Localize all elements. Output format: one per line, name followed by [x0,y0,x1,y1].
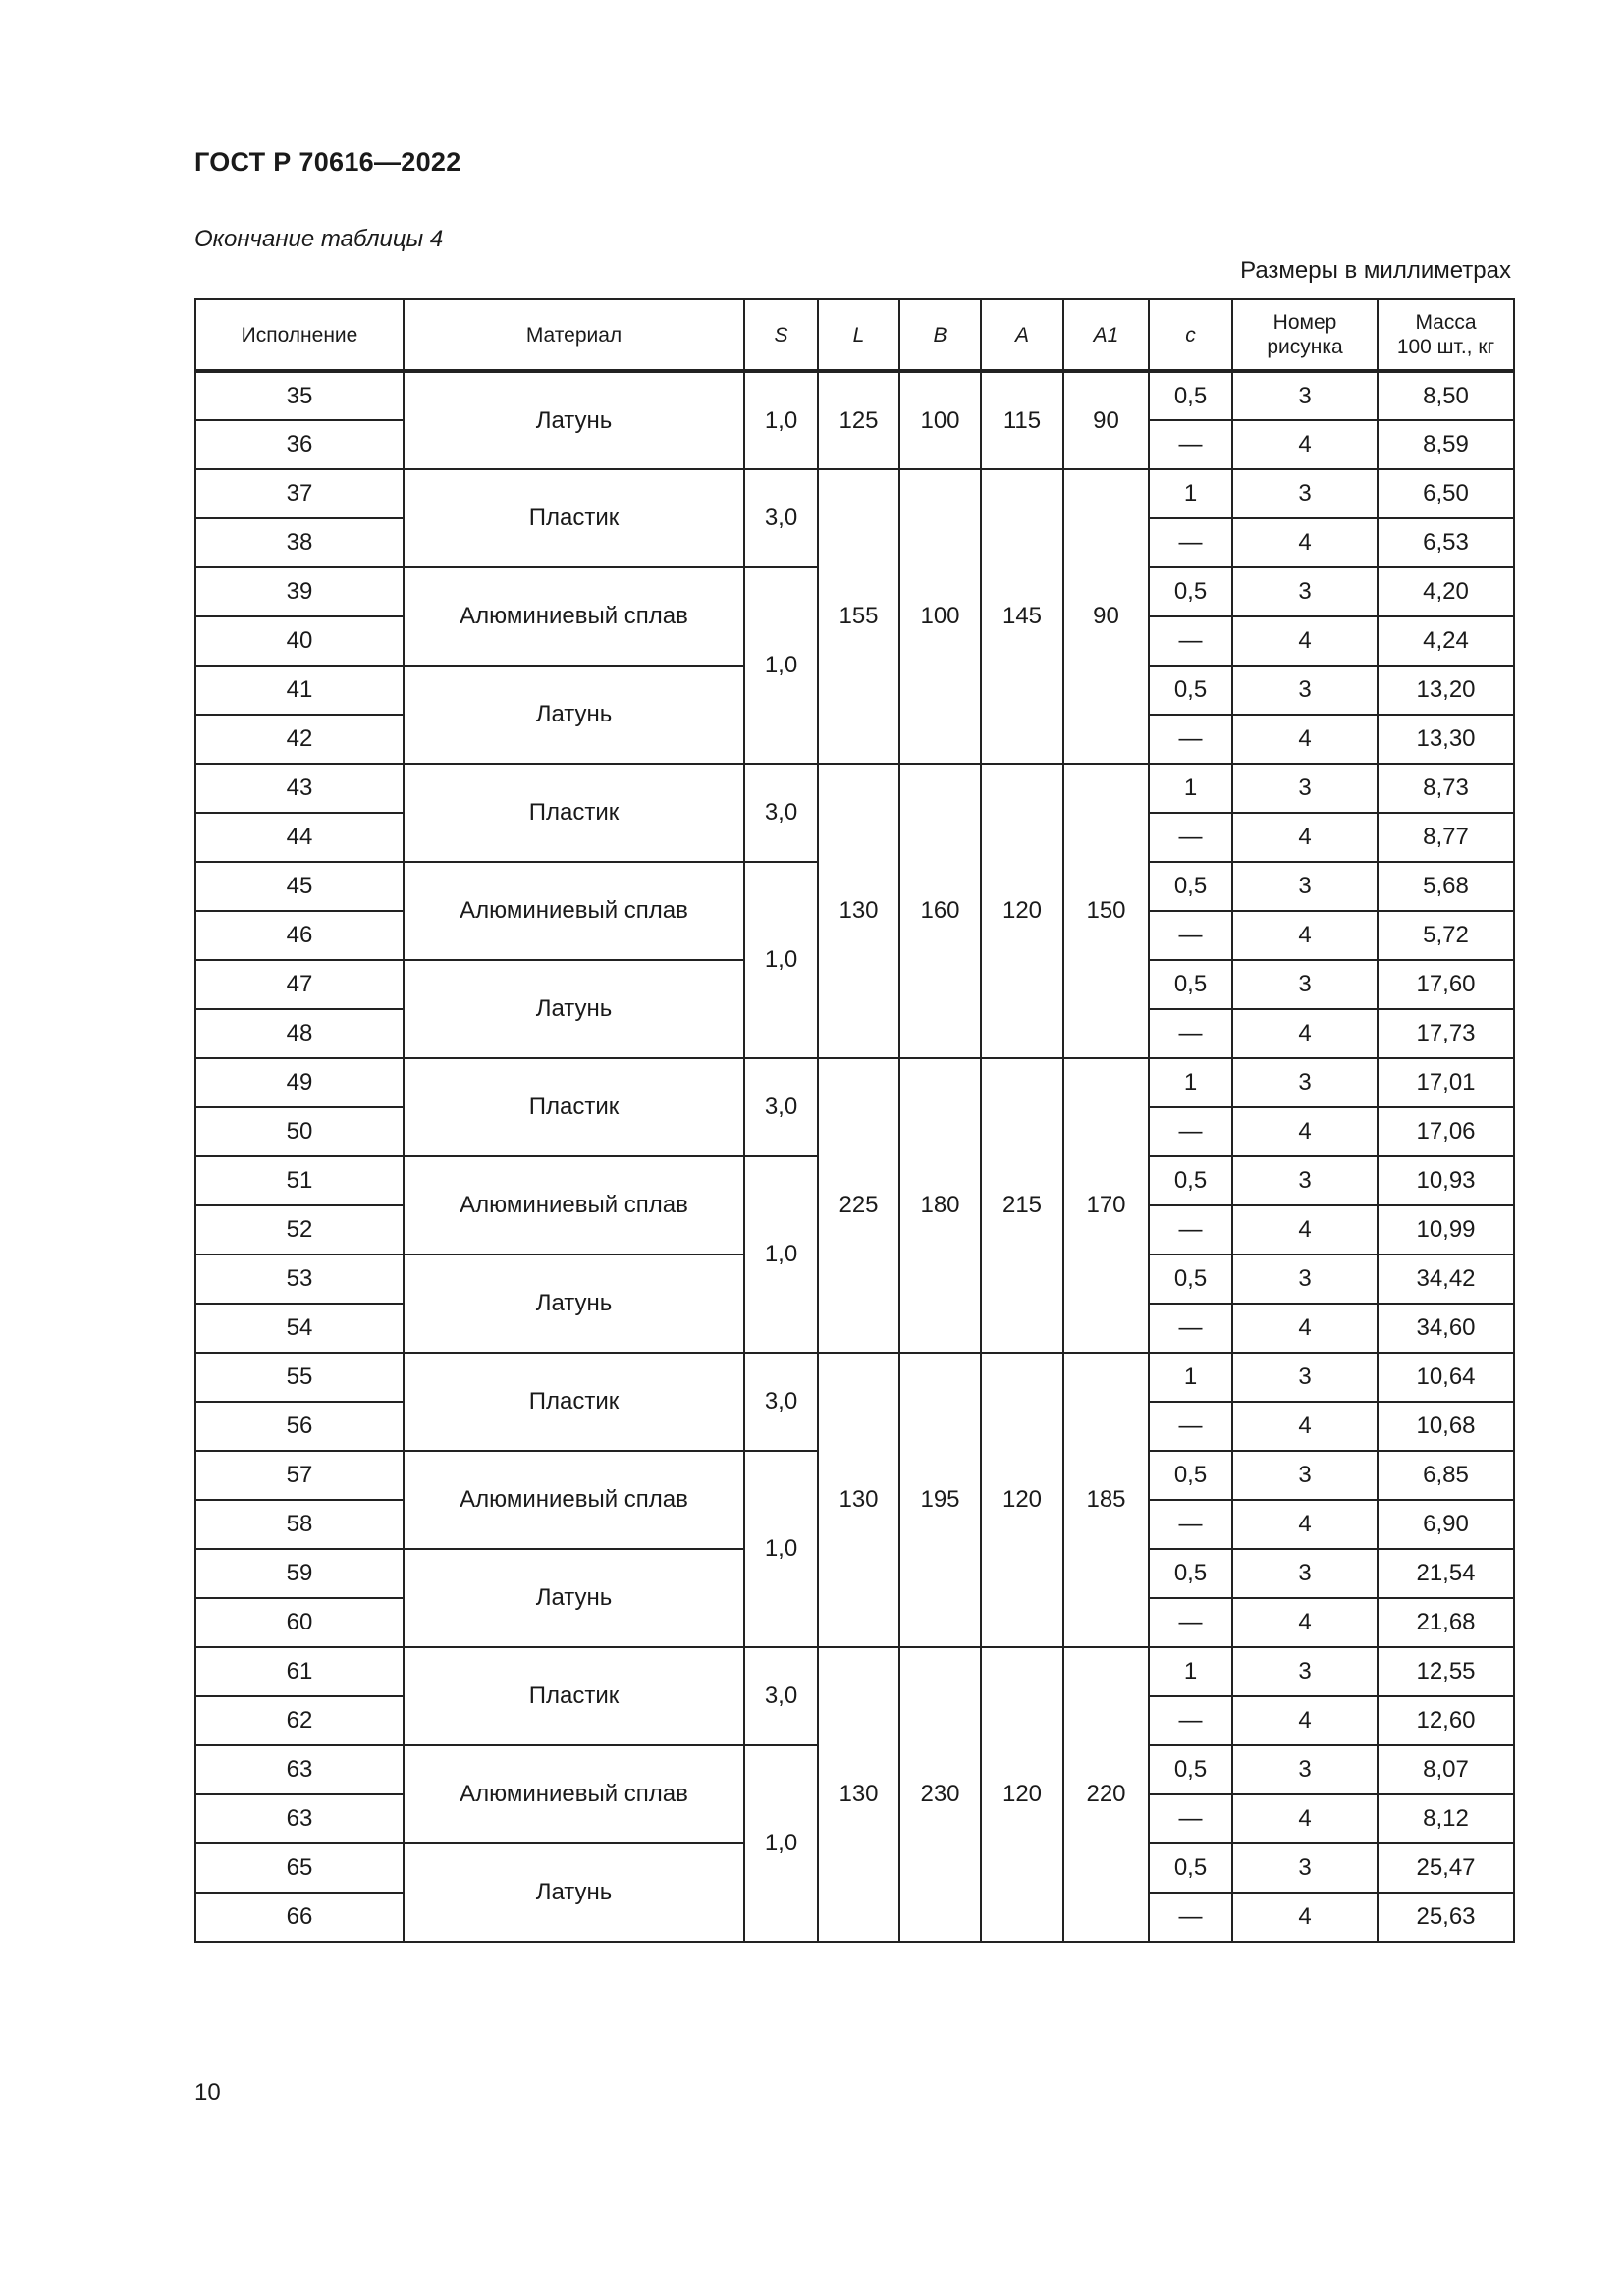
cell-mass: 8,73 [1378,764,1514,813]
table-header-row [195,299,1514,371]
cell-variant: 49 [195,1058,404,1107]
cell-variant: 35 [195,371,404,420]
cell-figure: 3 [1232,1156,1378,1205]
cell-mass: 6,85 [1378,1451,1514,1500]
cell-c: — [1149,1304,1232,1353]
cell-variant: 58 [195,1500,404,1549]
cell-c: 0,5 [1149,960,1232,1009]
table-caption: Окончание таблицы 4 [194,226,444,252]
cell-c: 0,5 [1149,371,1232,420]
cell-material: Алюминиевый сплав [404,567,744,666]
header-c: c [1149,299,1232,371]
cell-material: Латунь [404,1255,744,1353]
cell-material: Пластик [404,764,744,862]
dimensions-table [194,298,1515,1943]
cell-c: — [1149,1402,1232,1451]
cell-c: — [1149,518,1232,567]
table-row [195,469,1514,518]
cell-variant: 52 [195,1205,404,1255]
cell-c: — [1149,1500,1232,1549]
cell-material: Алюминиевый сплав [404,1451,744,1549]
cell-mass: 17,06 [1378,1107,1514,1156]
cell-material: Пластик [404,469,744,567]
cell-variant: 51 [195,1156,404,1205]
cell-figure: 4 [1232,1794,1378,1843]
cell-variant: 62 [195,1696,404,1745]
cell-mass: 17,60 [1378,960,1514,1009]
cell-mass: 17,01 [1378,1058,1514,1107]
cell-variant: 61 [195,1647,404,1696]
cell-variant: 48 [195,1009,404,1058]
table-row [195,1353,1514,1402]
cell-figure: 3 [1232,764,1378,813]
cell-mass: 10,93 [1378,1156,1514,1205]
cell-s: 1,0 [744,1451,818,1647]
cell-mass: 8,07 [1378,1745,1514,1794]
cell-mass: 21,68 [1378,1598,1514,1647]
cell-variant: 41 [195,666,404,715]
cell-c: 0,5 [1149,666,1232,715]
cell-mass: 6,53 [1378,518,1514,567]
table-row [195,1058,1514,1107]
cell-mass: 10,64 [1378,1353,1514,1402]
cell-figure: 4 [1232,715,1378,764]
cell-s: 3,0 [744,469,818,567]
cell-mass: 25,47 [1378,1843,1514,1893]
cell-s: 3,0 [744,1058,818,1156]
cell-material: Пластик [404,1353,744,1451]
cell-c: — [1149,1696,1232,1745]
cell-mass: 5,72 [1378,911,1514,960]
cell-c: — [1149,911,1232,960]
cell-figure: 3 [1232,567,1378,616]
cell-figure: 3 [1232,469,1378,518]
cell-figure: 3 [1232,960,1378,1009]
cell-mass: 34,42 [1378,1255,1514,1304]
cell-a: 145 [981,469,1063,764]
cell-mass: 13,30 [1378,715,1514,764]
cell-figure: 3 [1232,1843,1378,1893]
cell-figure: 3 [1232,1058,1378,1107]
cell-variant: 63 [195,1794,404,1843]
cell-a1: 170 [1063,1058,1149,1353]
cell-a1: 150 [1063,764,1149,1058]
cell-c: — [1149,1009,1232,1058]
cell-mass: 6,50 [1378,469,1514,518]
cell-c: — [1149,616,1232,666]
cell-a: 115 [981,371,1063,469]
cell-mass: 8,59 [1378,420,1514,469]
cell-c: 0,5 [1149,1843,1232,1893]
cell-variant: 37 [195,469,404,518]
header-l: L [818,299,899,371]
cell-figure: 4 [1232,420,1378,469]
cell-figure: 3 [1232,862,1378,911]
cell-mass: 6,90 [1378,1500,1514,1549]
cell-material: Латунь [404,371,744,469]
header-a1: A1 [1063,299,1149,371]
table-body [195,371,1514,1942]
cell-mass: 8,50 [1378,371,1514,420]
cell-b: 160 [899,764,981,1058]
cell-material: Алюминиевый сплав [404,1156,744,1255]
cell-variant: 59 [195,1549,404,1598]
cell-c: 1 [1149,1058,1232,1107]
cell-figure: 4 [1232,616,1378,666]
header-mass-line1: Масса [1415,311,1477,334]
header-mass-line2: 100 шт., кг [1396,336,1495,358]
cell-a1: 90 [1063,371,1149,469]
cell-figure: 3 [1232,1745,1378,1794]
cell-c: 0,5 [1149,1549,1232,1598]
cell-material: Пластик [404,1058,744,1156]
cell-variant: 57 [195,1451,404,1500]
cell-c: 1 [1149,1353,1232,1402]
cell-c: — [1149,715,1232,764]
cell-mass: 10,99 [1378,1205,1514,1255]
cell-c: — [1149,1893,1232,1942]
cell-figure: 3 [1232,1353,1378,1402]
cell-figure: 4 [1232,1107,1378,1156]
cell-variant: 40 [195,616,404,666]
table-row [195,764,1514,813]
cell-l: 155 [818,469,899,764]
cell-figure: 4 [1232,813,1378,862]
cell-c: 0,5 [1149,1745,1232,1794]
cell-s: 3,0 [744,1647,818,1745]
cell-material: Латунь [404,1549,744,1647]
cell-variant: 47 [195,960,404,1009]
cell-l: 125 [818,371,899,469]
cell-a: 120 [981,1353,1063,1647]
cell-variant: 53 [195,1255,404,1304]
cell-variant: 66 [195,1893,404,1942]
cell-l: 130 [818,1647,899,1942]
units-note: Размеры в миллиметрах [1240,257,1511,284]
cell-variant: 39 [195,567,404,616]
cell-s: 1,0 [744,1745,818,1942]
cell-figure: 4 [1232,1205,1378,1255]
cell-material: Латунь [404,960,744,1058]
cell-material: Латунь [404,666,744,764]
cell-b: 180 [899,1058,981,1353]
cell-a: 120 [981,1647,1063,1942]
cell-s: 3,0 [744,1353,818,1451]
cell-figure: 3 [1232,371,1378,420]
cell-a: 215 [981,1058,1063,1353]
cell-mass: 10,68 [1378,1402,1514,1451]
document-code: ГОСТ Р 70616—2022 [194,147,461,177]
cell-c: 1 [1149,469,1232,518]
cell-mass: 13,20 [1378,666,1514,715]
cell-b: 195 [899,1353,981,1647]
cell-mass: 4,24 [1378,616,1514,666]
header-mass [1378,299,1514,371]
cell-c: 1 [1149,764,1232,813]
cell-variant: 50 [195,1107,404,1156]
cell-figure: 4 [1232,911,1378,960]
cell-variant: 43 [195,764,404,813]
cell-variant: 38 [195,518,404,567]
cell-material: Алюминиевый сплав [404,862,744,960]
cell-material: Латунь [404,1843,744,1942]
cell-s: 3,0 [744,764,818,862]
cell-c: 0,5 [1149,1156,1232,1205]
cell-variant: 54 [195,1304,404,1353]
cell-a: 120 [981,764,1063,1058]
cell-variant: 55 [195,1353,404,1402]
cell-variant: 42 [195,715,404,764]
cell-s: 1,0 [744,1156,818,1353]
cell-figure: 4 [1232,1402,1378,1451]
cell-figure: 4 [1232,1696,1378,1745]
cell-b: 230 [899,1647,981,1942]
cell-mass: 25,63 [1378,1893,1514,1942]
cell-material: Алюминиевый сплав [404,1745,744,1843]
cell-figure: 4 [1232,1500,1378,1549]
cell-variant: 45 [195,862,404,911]
cell-c: 0,5 [1149,1255,1232,1304]
cell-mass: 17,73 [1378,1009,1514,1058]
cell-l: 225 [818,1058,899,1353]
cell-mass: 5,68 [1378,862,1514,911]
cell-figure: 3 [1232,1647,1378,1696]
cell-a1: 185 [1063,1353,1149,1647]
cell-variant: 46 [195,911,404,960]
header-material: Материал [404,299,744,371]
cell-a1: 90 [1063,469,1149,764]
cell-mass: 4,20 [1378,567,1514,616]
table-row [195,1647,1514,1696]
cell-figure: 4 [1232,1304,1378,1353]
cell-variant: 56 [195,1402,404,1451]
cell-s: 1,0 [744,371,818,469]
cell-figure: 3 [1232,666,1378,715]
cell-figure: 4 [1232,1009,1378,1058]
cell-c: 1 [1149,1647,1232,1696]
cell-c: 0,5 [1149,567,1232,616]
cell-c: — [1149,1107,1232,1156]
cell-variant: 63 [195,1745,404,1794]
cell-l: 130 [818,764,899,1058]
header-b: B [899,299,981,371]
header-a: A [981,299,1063,371]
page-number: 10 [194,2079,221,2106]
cell-material: Пластик [404,1647,744,1745]
cell-c: — [1149,813,1232,862]
header-variant: Исполнение [195,299,404,371]
cell-figure: 4 [1232,1893,1378,1942]
cell-variant: 60 [195,1598,404,1647]
cell-c: — [1149,1598,1232,1647]
cell-l: 130 [818,1353,899,1647]
header-figure-line1: Номер [1272,311,1337,334]
cell-figure: 4 [1232,1598,1378,1647]
cell-c: 0,5 [1149,1451,1232,1500]
cell-c: — [1149,420,1232,469]
header-figure-line2: рисунка [1267,336,1343,358]
cell-mass: 8,12 [1378,1794,1514,1843]
cell-mass: 8,77 [1378,813,1514,862]
cell-c: — [1149,1205,1232,1255]
header-figure-number [1232,299,1378,371]
cell-mass: 12,60 [1378,1696,1514,1745]
cell-variant: 65 [195,1843,404,1893]
table-row [195,371,1514,420]
cell-figure: 3 [1232,1255,1378,1304]
cell-b: 100 [899,371,981,469]
cell-c: — [1149,1794,1232,1843]
cell-s: 1,0 [744,862,818,1058]
cell-c: 0,5 [1149,862,1232,911]
cell-b: 100 [899,469,981,764]
cell-mass: 34,60 [1378,1304,1514,1353]
cell-mass: 12,55 [1378,1647,1514,1696]
cell-a1: 220 [1063,1647,1149,1942]
cell-variant: 44 [195,813,404,862]
cell-s: 1,0 [744,567,818,764]
cell-mass: 21,54 [1378,1549,1514,1598]
cell-figure: 3 [1232,1549,1378,1598]
cell-figure: 3 [1232,1451,1378,1500]
cell-variant: 36 [195,420,404,469]
header-s: S [744,299,818,371]
cell-figure: 4 [1232,518,1378,567]
